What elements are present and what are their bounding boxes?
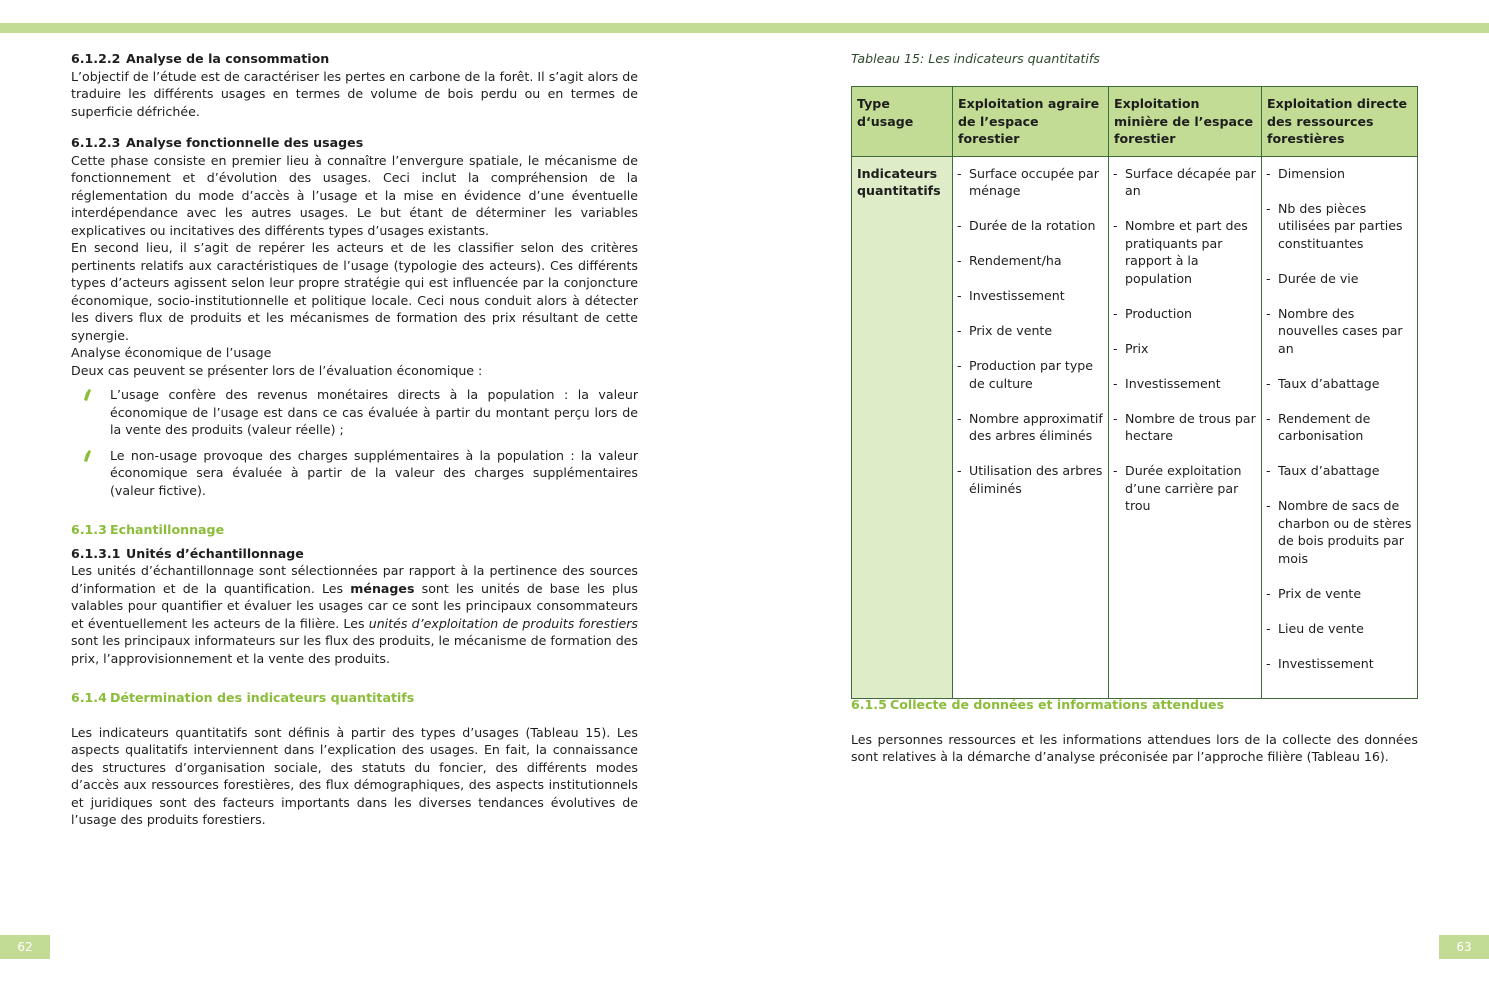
heading-6-1-5 bbox=[851, 696, 1418, 714]
heading-number: 6.1.3 bbox=[71, 522, 107, 537]
indicator-item bbox=[957, 322, 1103, 340]
text-run: sont les unités de base les plus valables pour quantifier et évaluer les usages car ce sont les principaux consommateurs et éventuellement les acteurs de la filière. Les bbox=[71, 580, 638, 631]
bold-term: ménages bbox=[350, 580, 415, 596]
indicator-item bbox=[957, 217, 1103, 235]
paragraph: En second lieu, il s’agit de repérer les acteurs et de les classifier selon des critères pertinents relatifs aux caractéristiques de l’usage (typologie des acteurs). Ces différents types d’acteurs agissent selon leur propre stratégie qui est influencée par la conjoncture économique, socio-institutionnelle et politique locale. Ceci nous conduit alors à détecter les divers flux de produits et les mécanismes de formation des prix résultant de cette synergie. bbox=[71, 240, 638, 343]
indicator-text: Taux d’abattage bbox=[1278, 463, 1380, 478]
heading-number: 6.1.5 bbox=[851, 697, 887, 712]
paragraph: Cette phase consiste en premier lieu à connaître l’envergure spatiale, le mécanisme de fonctionnement et d’évolution des usages. Ceci inclut la compréhension de la réglementation du mode d’accès à l’usage et la mise en évidence d’une éventuelle interdépendance avec les autres usages. Le but étant de déterminer les variables explicatives ou incitatives des différents types d’usages existants. bbox=[71, 152, 638, 238]
indicator-item bbox=[1113, 305, 1256, 323]
indicator-item bbox=[1113, 217, 1256, 287]
dash-marker: - bbox=[1266, 655, 1271, 671]
indicator-item bbox=[1266, 305, 1412, 358]
dash-marker: - bbox=[957, 410, 962, 426]
dash-marker: - bbox=[957, 165, 962, 181]
indicator-item bbox=[1266, 620, 1412, 638]
indicator-item bbox=[1266, 270, 1412, 288]
indicator-text: Dimension bbox=[1278, 165, 1345, 181]
heading-6-1-3 bbox=[71, 521, 638, 539]
heading-title: Détermination des indicateurs quantitatifs bbox=[110, 690, 415, 705]
indicator-item bbox=[957, 462, 1103, 497]
text-run: Les unités d’échantillonnage sont sélectionnées par rapport à la pertinence des sources d’information et de la quantification. Les bbox=[71, 563, 638, 596]
indicator-item bbox=[1113, 375, 1256, 393]
list-item-text: L’usage confère des revenus monétaires directs à la population : la valeur économique de l’usage est dans ce cas évaluée à partir du montant perçu lors de la vente des produits (valeur réelle) ; bbox=[110, 387, 638, 437]
indicator-item bbox=[1266, 585, 1412, 603]
indicator-list bbox=[957, 165, 1103, 498]
paragraph: Deux cas peuvent se présenter lors de l’évaluation économique : bbox=[71, 362, 483, 378]
dash-marker: - bbox=[1266, 200, 1271, 216]
leaf-bullet-icon bbox=[84, 450, 91, 462]
indicator-list bbox=[1113, 165, 1256, 515]
dash-marker: - bbox=[1113, 165, 1118, 181]
indicator-item bbox=[957, 252, 1103, 270]
dash-marker: - bbox=[1266, 410, 1271, 426]
text-run: sont les principaux informateurs sur les flux des produits, le mécanisme de formation des prix, l’approvisionnement et la vente des produits. bbox=[71, 633, 638, 666]
dash-marker: - bbox=[1266, 305, 1271, 321]
heading-number: 6.1.2.2 bbox=[71, 51, 121, 66]
indicator-item bbox=[1266, 462, 1412, 480]
indicator-text: Utilisation des arbres éliminés bbox=[969, 463, 1103, 496]
row-header-cell: Indicateurs quantitatifs bbox=[852, 156, 953, 698]
dash-marker: - bbox=[1266, 585, 1271, 601]
header-cell: Exploitation minière de l’espace forestier bbox=[1109, 87, 1262, 157]
indicator-text: Nombre de sacs de charbon ou de stères de bois produits par mois bbox=[1278, 498, 1412, 566]
indicator-text: Durée de la rotation bbox=[969, 218, 1096, 233]
indicator-item bbox=[1266, 410, 1412, 445]
heading-6-1-2-2 bbox=[71, 50, 638, 68]
heading-6-1-3-1 bbox=[71, 545, 638, 563]
heading-title: Collecte de données et informations attendues bbox=[890, 697, 1225, 712]
indicator-item bbox=[1113, 340, 1256, 358]
indicator-item bbox=[1113, 462, 1256, 515]
table-cell bbox=[953, 156, 1109, 698]
paragraph: L’objectif de l’étude est de caractériser les pertes en carbone de la forêt. Il s’agit alors de traduire les différents usages en termes de volume de bois perdu ou en termes de superficie défrichée. bbox=[71, 68, 638, 119]
section-6-1-5 bbox=[851, 696, 1418, 766]
indicator-text: Durée exploitation d’une carrière par trou bbox=[1125, 463, 1242, 513]
right-page-column bbox=[851, 50, 1418, 68]
indicator-list bbox=[1266, 165, 1412, 673]
indicator-item bbox=[1266, 655, 1412, 673]
heading-title: Unités d’échantillonnage bbox=[126, 545, 304, 561]
indicator-text: Prix de vente bbox=[969, 323, 1053, 338]
page-number-right: 63 bbox=[1439, 935, 1489, 959]
heading-6-1-4 bbox=[71, 689, 638, 707]
indicator-text: Surface décapée par an bbox=[1125, 165, 1256, 198]
indicator-item bbox=[957, 410, 1103, 445]
indicator-item bbox=[957, 287, 1103, 305]
indicator-item bbox=[1266, 200, 1412, 253]
table-caption: Tableau 15: Les indicateurs quantitatifs bbox=[851, 51, 1100, 66]
italic-term: unités d’exploitation de produits forestiers bbox=[368, 615, 638, 631]
dash-marker: - bbox=[1266, 498, 1271, 513]
indicator-table bbox=[851, 86, 1418, 699]
dash-marker: - bbox=[1266, 270, 1271, 286]
table-cell bbox=[1109, 156, 1262, 698]
header-cell: Type d‘usage bbox=[852, 87, 953, 157]
dash-marker: - bbox=[1113, 463, 1118, 478]
dash-marker: - bbox=[957, 218, 962, 233]
indicator-text: Durée de vie bbox=[1278, 270, 1359, 286]
dash-marker: - bbox=[1266, 165, 1271, 181]
dash-marker: - bbox=[957, 358, 962, 373]
table-header-row bbox=[852, 87, 1418, 157]
indicator-item bbox=[1113, 410, 1256, 445]
left-page-column bbox=[71, 50, 638, 829]
heading-number: 6.1.4 bbox=[71, 690, 107, 705]
indicator-text: Surface occupée par ménage bbox=[969, 165, 1099, 198]
list-item bbox=[71, 386, 638, 439]
dash-marker: - bbox=[1266, 463, 1271, 478]
indicator-text: Prix de vente bbox=[1278, 585, 1362, 601]
indicator-text: Nb des pièces utilisées par parties constituantes bbox=[1278, 200, 1403, 251]
indicator-text: Investissement bbox=[1278, 655, 1374, 671]
dash-marker: - bbox=[1113, 305, 1118, 321]
indicator-text: Rendement/ha bbox=[969, 253, 1062, 268]
dash-marker: - bbox=[1113, 375, 1118, 391]
indicator-item bbox=[1113, 165, 1256, 200]
indicator-item bbox=[1266, 497, 1412, 567]
paragraph: Les personnes ressources et les informations attendues lors de la collecte des données sont relatives à la démarche d’analyse préconisée par l’approche filière (Tableau 16). bbox=[851, 731, 1418, 764]
heading-title: Analyse fonctionnelle des usages bbox=[126, 135, 364, 150]
dash-marker: - bbox=[957, 323, 962, 338]
heading-number: 6.1.3.1 bbox=[71, 545, 121, 561]
indicator-item bbox=[957, 357, 1103, 392]
paragraph: Analyse économique de l’usage bbox=[71, 345, 272, 360]
indicator-text: Prix bbox=[1125, 340, 1149, 356]
indicator-text: Production par type de culture bbox=[969, 358, 1094, 391]
indicator-item bbox=[1266, 165, 1412, 183]
indicator-text: Rendement de carbonisation bbox=[1278, 410, 1371, 443]
dash-marker: - bbox=[1266, 620, 1271, 636]
dash-marker: - bbox=[1113, 218, 1118, 233]
heading-6-1-2-3 bbox=[71, 134, 638, 152]
heading-title: Echantillonnage bbox=[110, 522, 225, 537]
dash-marker: - bbox=[957, 253, 962, 268]
table-row bbox=[852, 156, 1418, 698]
indicator-item bbox=[957, 165, 1103, 200]
paragraph bbox=[71, 562, 638, 667]
indicator-text: Taux d’abattage bbox=[1278, 375, 1380, 391]
indicator-text: Production bbox=[1125, 305, 1193, 321]
list-item-text: Le non-usage provoque des charges supplémentaires à la population : la valeur économique sera évaluée à partir de la valeur des charges supplémentaires (valeur fictive). bbox=[110, 447, 638, 498]
bullet-list bbox=[71, 386, 638, 499]
indicator-text: Nombre des nouvelles cases par an bbox=[1278, 305, 1403, 356]
dash-marker: - bbox=[957, 288, 962, 303]
indicator-text: Nombre et part des pratiquants par rapport à la population bbox=[1125, 218, 1248, 286]
indicator-text: Nombre de trous par hectare bbox=[1125, 410, 1256, 443]
header-cell: Exploitation directe des ressources forestières bbox=[1262, 87, 1418, 157]
indicator-item bbox=[1266, 375, 1412, 393]
top-band bbox=[0, 23, 1489, 33]
indicator-text: Investissement bbox=[969, 288, 1065, 303]
dash-marker: - bbox=[1266, 375, 1271, 391]
header-cell: Exploitation agraire de l’espace forestier bbox=[953, 87, 1109, 157]
heading-number: 6.1.2.3 bbox=[71, 135, 121, 150]
indicator-text: Investissement bbox=[1125, 375, 1221, 391]
dash-marker: - bbox=[957, 463, 962, 478]
paragraph: Les indicateurs quantitatifs sont définis à partir des types d’usages (Tableau 15). Les aspects qualitatifs interviennent dans l’explication des usages. En fait, la connaissance des structures d’organisation sociale, des statuts du foncier, des différents modes d’accès aux ressources forestières, des flux démographiques, des aspects institutionnels et juridiques sont des facteurs importants dans les diverses tendances évolutives de l’usage des produits forestiers. bbox=[71, 724, 638, 827]
leaf-bullet-icon bbox=[84, 389, 91, 401]
page-number-left: 62 bbox=[0, 935, 50, 959]
heading-title: Analyse de la consommation bbox=[126, 51, 330, 66]
list-item bbox=[71, 447, 638, 500]
indicator-text: Lieu de vente bbox=[1278, 620, 1364, 636]
indicator-text: Nombre approximatif des arbres éliminés bbox=[969, 410, 1103, 443]
dash-marker: - bbox=[1113, 410, 1118, 426]
dash-marker: - bbox=[1113, 340, 1118, 356]
table-cell bbox=[1262, 156, 1418, 698]
